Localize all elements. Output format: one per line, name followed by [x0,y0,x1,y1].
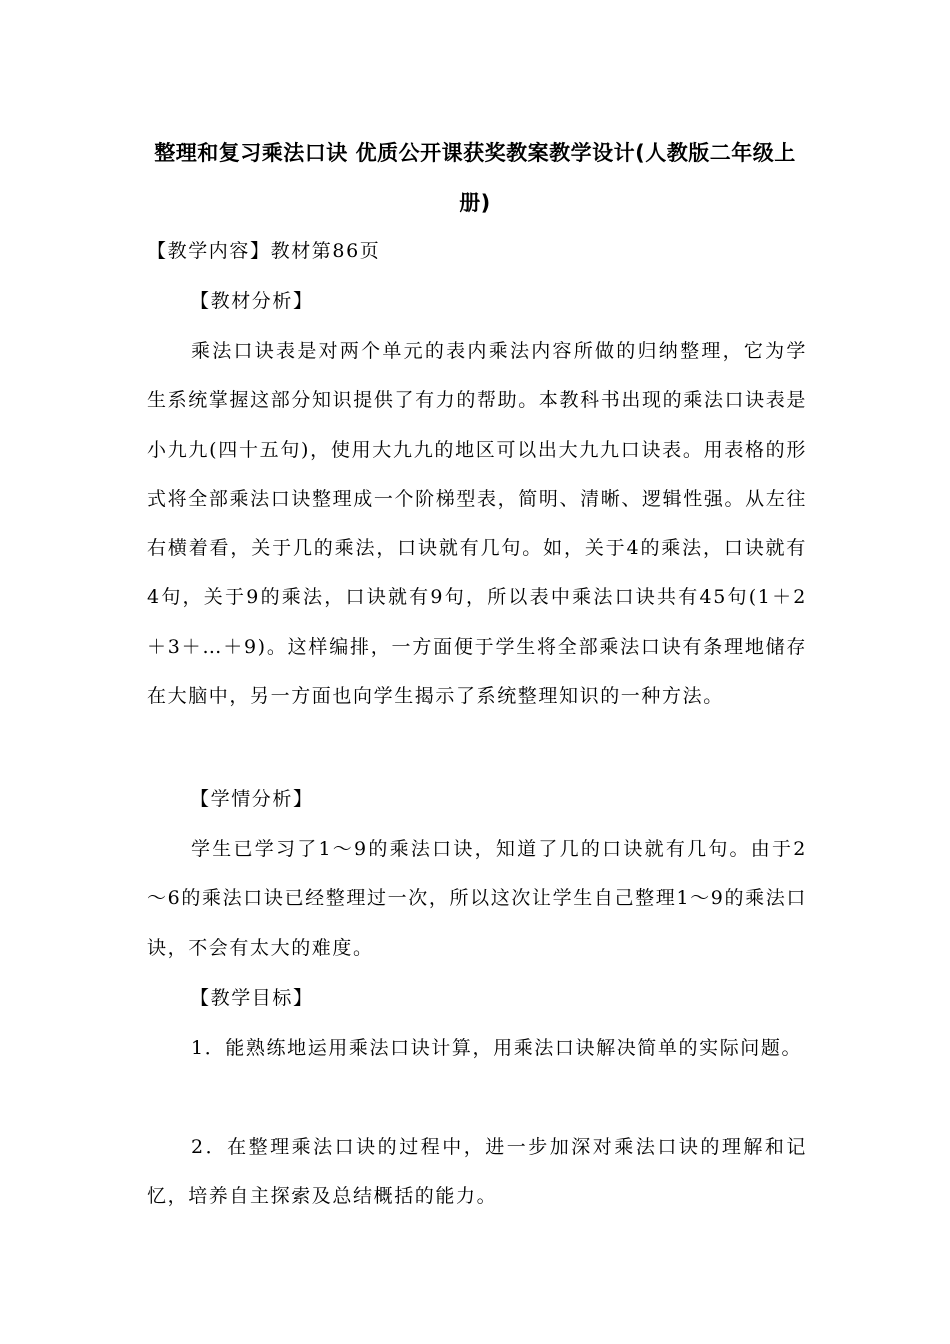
goal-item-1: 1．能熟练地运用乘法口诀计算，用乘法口诀解决简单的实际问题。 [191,1037,803,1059]
section-heading-student-analysis: 【学情分析】 [190,788,314,810]
section-heading-teaching-goals: 【教学目标】 [190,987,314,1009]
paragraph-textbook-analysis: 乘法口诀表是对两个单元的表内乘法内容所做的归纳整理，它为学生系统掌握这部分知识提供了有力的帮助。本教科书出现的乘法口诀表是小九九(四十五句)，使用大九九的地区可以出大九九口诀表。用表格的形式将全部乘法口诀整理成一个阶梯型表，简明、清晰、逻辑性强。从左往右横着看，关于几的乘法，口诀就有几句。如，关于4的乘法，口诀就有4句，关于9的乘法，口诀就有9句，所以表中乘法口诀共有45句(1＋2＋3＋…＋9)。这样编排，一方面便于学生将全部乘法口诀有条理地储存在大脑中，另一方面也向学生揭示了系统整理知识的一种方法。 [147,340,807,708]
section-heading-textbook-analysis: 【教材分析】 [190,290,314,312]
content-line: 【教学内容】教材第86页 [147,240,381,262]
goal-item-2: 2．在整理乘法口诀的过程中，进一步加深对乘法口诀的理解和记忆，培养自主探索及总结概括的能力。 [147,1136,807,1208]
paragraph-student-analysis: 学生已学习了1～9的乘法口诀，知道了几的口诀就有几句。由于2～6的乘法口诀已经整理过一次，所以这次让学生自己整理1～9的乘法口诀，不会有太大的难度。 [147,838,807,959]
document-title: 整理和复习乘法口诀 优质公开课获奖教案教学设计(人教版二年级上册) [154,141,796,215]
